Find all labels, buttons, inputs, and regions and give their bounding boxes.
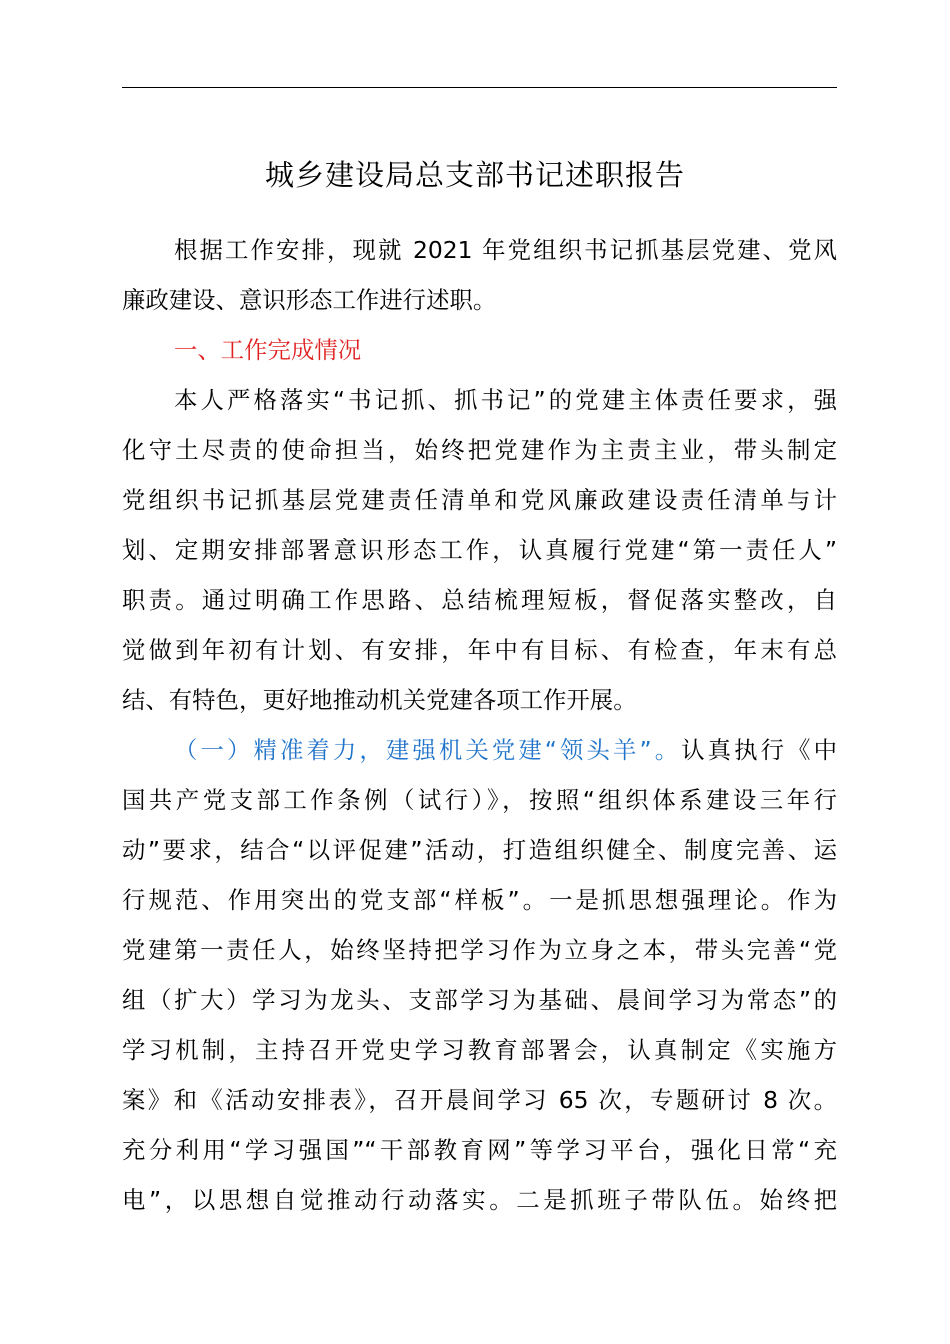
paragraph-line: 本人严格落实“书记抓、抓书记”的党建主体责任要求，强 (174, 386, 837, 414)
paragraph-line: 充分利用“学习强国”“干部教育网”等学习平台，强化日常“充 (122, 1136, 837, 1164)
subsection-heading: （一）精准着力，建强机关党建“领头羊”。 (174, 736, 682, 764)
paragraph-line: 案》和《活动安排表》，召开晨间学习 65 次，专题研讨 8 次。 (122, 1086, 837, 1114)
paragraph-line: 电”，以思想自觉推动行动落实。二是抓班子带队伍。始终把 (122, 1186, 837, 1214)
paragraph-line: 行规范、作用突出的党支部“样板”。一是抓思想强理论。作为 (122, 886, 837, 914)
paragraph-line: 结、有特色，更好地推动机关党建各项工作开展。 (122, 686, 637, 714)
intro-line: 根据工作安排，现就 2021 年党组织书记抓基层党建、党风 (174, 236, 837, 264)
paragraph-line: 划、定期安排部署意识形态工作，认真履行党建“第一责任人” (122, 536, 837, 564)
paragraph-line: 党建第一责任人，始终坚持把学习作为立身之本，带头完善“党 (122, 936, 837, 964)
paragraph-line: 职责。通过明确工作思路、总结梳理短板，督促落实整改，自 (122, 586, 837, 614)
paragraph-line: 党组织书记抓基层党建责任清单和党风廉政建设责任清单与计 (122, 486, 837, 514)
paragraph-line: 动”要求，结合“以评促建”活动，打造组织健全、制度完善、运 (122, 836, 837, 864)
paragraph-2 (122, 725, 837, 1225)
intro-line: 廉政建设、意识形态工作进行述职。 (122, 286, 497, 314)
document-title: 城乡建设局总支部书记述职报告 (264, 158, 685, 192)
paragraph-text: 认真执行《中 (681, 736, 838, 764)
paragraph-1 (122, 375, 837, 725)
paragraph-line: 化守土尽责的使命担当，始终把党建作为主责主业，带头制定 (122, 436, 837, 464)
paragraph-line: 组（扩大）学习为龙头、支部学习为基础、晨间学习为常态”的 (122, 986, 837, 1014)
paragraph-line: 学习机制，主持召开党史学习教育部署会，认真制定《实施方 (122, 1036, 837, 1064)
paragraph-line (122, 725, 837, 775)
section-heading: 一、工作完成情况 (174, 336, 362, 364)
paragraph-line: 觉做到年初有计划、有安排，年中有目标、有检查，年末有总 (122, 636, 837, 664)
intro-paragraph (122, 225, 837, 325)
paragraph-line: 国共产党支部工作条例（试行）》，按照“组织体系建设三年行 (122, 786, 837, 814)
document-body (122, 225, 837, 1225)
header-rule (122, 87, 837, 88)
